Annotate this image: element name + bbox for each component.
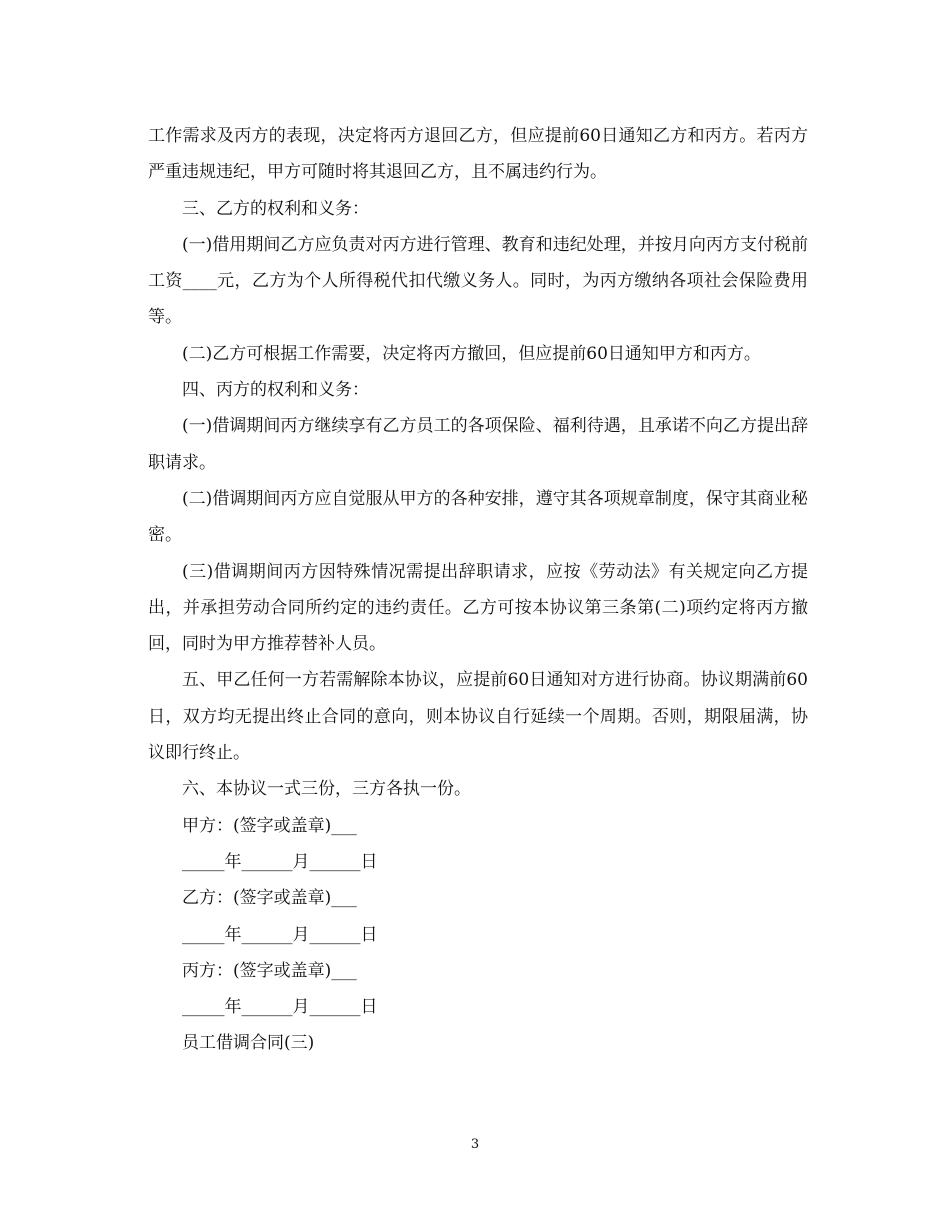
page-number: 3: [470, 1137, 480, 1152]
section-heading-party-c-rights: 四、丙方的权利和义务：: [182, 380, 369, 401]
section-termination: 五、甲乙任何一方若需解除本协议，应提前60日通知对方进行协商。协议期满前60日，双方均无提出终止合同的意向，则本协议自行延续一个周期。否则，期限届满，协议即行终止。: [148, 670, 808, 764]
paragraph-party-c-clause-3: (三)借调期间丙方因特殊情况需提出辞职请求，应按《劳动法》有关规定向乙方提出，并承担劳动合同所约定的违约责任。乙方可按本协议第三条第(二)项约定将丙方撤回，同时为甲方推荐替补人员。: [148, 561, 808, 655]
document-body: [148, 118, 808, 1062]
signature-date-party-a: _____年______月______日: [182, 851, 378, 872]
signature-date-party-b: _____年______月______日: [182, 924, 378, 945]
section-heading-party-b-rights: 三、乙方的权利和义务：: [182, 198, 369, 219]
next-contract-title: 员工借调合同(三): [182, 1033, 315, 1054]
signature-party-b: 乙方：(签字或盖章)___: [182, 888, 357, 909]
signature-party-a: 甲方：(签字或盖章)___: [182, 815, 357, 836]
signature-date-party-c: _____年______月______日: [182, 997, 378, 1018]
paragraph-party-c-clause-2: (二)借调期间丙方应自觉服从甲方的各种安排，遵守其各项规章制度，保守其商业秘密。: [148, 488, 808, 546]
paragraph-party-c-clause-1: (一)借调期间丙方继续享有乙方员工的各项保险、福利待遇，且承诺不向乙方提出辞职请求。: [148, 416, 808, 473]
section-copies: 六、本协议一式三份，三方各执一份。: [182, 779, 471, 800]
paragraph-party-b-clause-2: (二)乙方可根据工作需要，决定将丙方撤回，但应提前60日通知甲方和丙方。: [182, 343, 761, 364]
signature-party-c: 丙方：(签字或盖章)___: [182, 960, 357, 981]
paragraph-continuation: 工作需求及丙方的表现，决定将丙方退回乙方，但应提前60日通知乙方和丙方。若丙方严重违规违纪，甲方可随时将其退回乙方，且不属违约行为。: [148, 126, 808, 183]
paragraph-party-b-clause-1: (一)借用期间乙方应负责对丙方进行管理、教育和违纪处理，并按月向丙方支付税前工资____元，乙方为个人所得税代扣代缴义务人。同时，为丙方缴纳各项社会保险费用等。: [148, 234, 808, 328]
